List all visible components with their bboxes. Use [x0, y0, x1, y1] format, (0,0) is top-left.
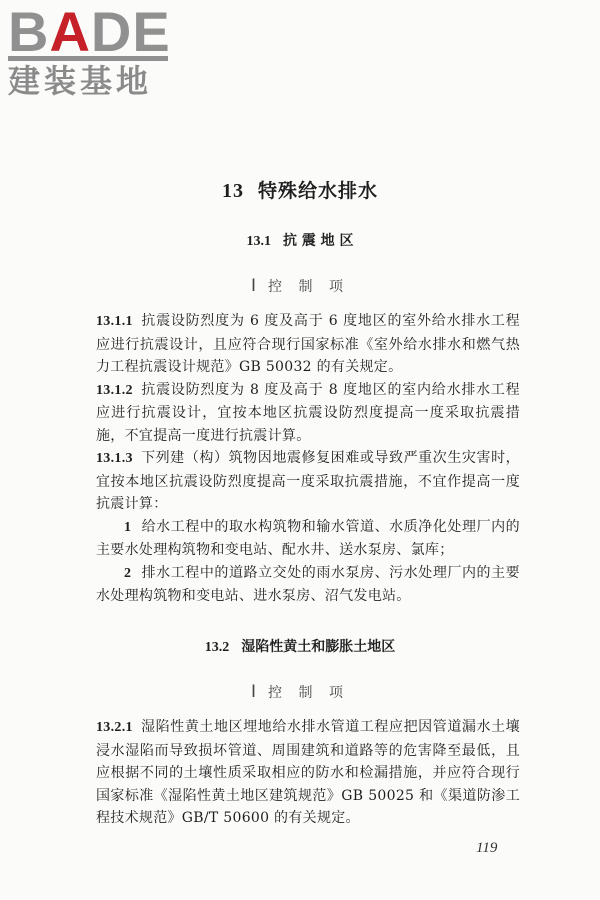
- section-13-1-body: [96, 310, 520, 608]
- section-number: 13.1: [246, 234, 271, 249]
- section-13-2-body: [96, 716, 520, 830]
- logo-wordmark-text: [8, 0, 171, 63]
- chapter-title-text: 特殊给水排水: [257, 180, 378, 202]
- section-title: [0, 636, 600, 656]
- clause: [96, 716, 520, 830]
- logo-subtitle: 建装基地: [8, 62, 153, 100]
- chapter-number: 13: [221, 180, 244, 202]
- sub-heading: [0, 276, 600, 296]
- logo-letter: B: [8, 0, 50, 63]
- page-number: 119: [476, 840, 498, 856]
- clause-number: 13.1.3: [96, 451, 133, 466]
- clause: [96, 379, 520, 448]
- clause-number: 13.1.1: [96, 314, 133, 329]
- logo-letter: D: [90, 0, 133, 63]
- section-title: [0, 230, 600, 250]
- clause-item: [96, 516, 520, 562]
- clause-text: 下列建（构）筑物因地震修复困难或导致严重次生灾害时，宜按本地区抗震设防烈度提高一度采取抗震措施，不宜作提高一度抗震计算：: [96, 450, 520, 512]
- sub-heading-text: 控 制 项: [268, 685, 349, 701]
- logo-letter: E: [132, 0, 171, 63]
- clause-item: [96, 562, 520, 608]
- sub-heading: [0, 682, 600, 702]
- section-title-text: 抗 震 地 区: [282, 233, 354, 249]
- section-number: 13.2: [204, 640, 230, 655]
- publisher-logo: [8, 0, 178, 101]
- logo-letter: A: [49, 0, 91, 63]
- clause: [96, 447, 520, 516]
- clause-text: 抗震设防烈度为 6 度及高于 6 度地区的室外给水排水工程应进行抗震设计，且应符合现行国家标准《室外给水排水和燃气热力工程抗震设计规范》GB 50032 的有关规定。: [96, 313, 520, 375]
- sub-heading-roman: Ⅰ: [251, 682, 257, 701]
- clause-number: 13.2.1: [96, 720, 133, 735]
- logo-wordmark: [8, 0, 178, 63]
- clause-number: 13.1.2: [96, 382, 133, 398]
- chapter-title: [0, 176, 600, 203]
- clause-text: 湿陷性黄土地区埋地给水排水管道工程应把因管道漏水土壤浸水湿陷而导致损坏管道、周围建筑和道路等的危害降至最低，且应根据不同的土壤性质采取相应的防水和检漏措施，并应符合现行国家标准《湿陷性黄土地区建筑规范》GB 50025 和《渠道防渗工程技术规范》GB/T 50600 的有关规定。: [96, 719, 520, 826]
- clause: [96, 310, 520, 379]
- item-number: 2: [124, 565, 132, 581]
- item-number: 1: [124, 519, 132, 535]
- sub-heading-text: 控 制 项: [268, 279, 349, 295]
- item-text: 排水工程中的道路立交处的雨水泵房、污水处理厂内的主要水处理构筑物和变电站、进水泵房、沼气发电站。: [96, 564, 520, 604]
- item-text: 给水工程中的取水构筑物和输水管道、水质净化处理厂内的主要水处理构筑物和变电站、配水井、送水泵房、氯库；: [96, 518, 520, 558]
- sub-heading-roman: Ⅰ: [251, 276, 257, 295]
- clause-text: 抗震设防烈度为 8 度及高于 8 度地区的室内给水排水工程应进行抗震设计，宜按本地区抗震设防烈度提高一度采取抗震措施，不宜提高一度进行抗震计算。: [96, 381, 520, 444]
- section-title-text: 湿陷性黄土和膨胀土地区: [241, 639, 396, 655]
